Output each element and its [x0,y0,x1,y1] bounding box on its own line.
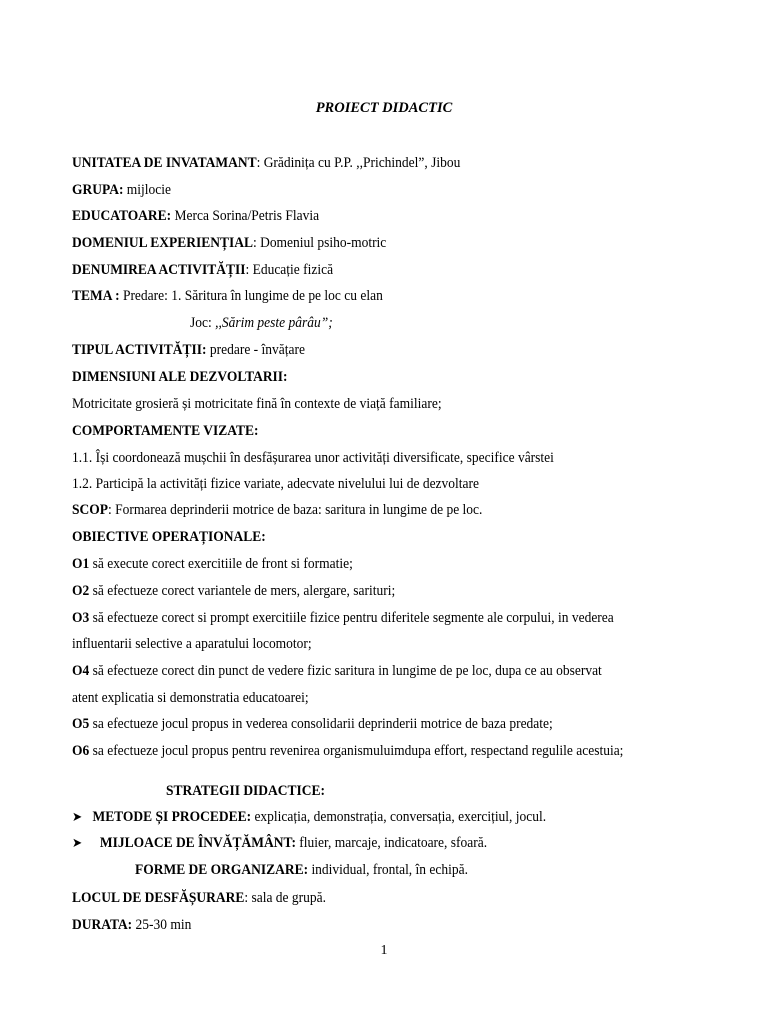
forme-line [135,861,468,879]
objective-o1 [72,555,353,573]
mijloace-line [72,834,487,852]
page-title: PROIECT DIDACTIC [315,100,453,116]
strategii-label: STRATEGII DIDACTICE: [166,783,325,799]
locul-value: : sala de grupă. [244,890,326,906]
forme-value: individual, frontal, în echipă. [308,862,468,878]
denumirea-label: DENUMIREA ACTIVITĂȚII [72,262,246,278]
metode-line [72,808,546,826]
objective-o6 [72,742,623,760]
locul-line [72,889,326,907]
scop-line [72,501,482,519]
domeniul-value: : Domeniul psiho-motric [252,235,387,251]
scop-value: : Formarea deprinderii motrice de baza: saritura in lungime de pe loc. [107,502,483,518]
domeniul-line [72,234,386,252]
grupa-label: GRUPA: [72,182,124,198]
denumirea-line [72,261,333,279]
forme-label: FORME DE ORGANIZARE: [135,862,309,878]
objective-text: să execute corect exercitiile de front si formatie; [89,556,353,572]
objective-text: sa efectueze jocul propus in vederea consolidarii deprinderii motrice de baza predate; [89,716,553,732]
dimensiuni-heading [72,368,288,386]
tema-label: TEMA : [72,288,120,304]
tema-joc-prefix: Joc: [190,315,216,331]
comportamente-label: COMPORTAMENTE VIZATE: [72,423,259,439]
objective-text: să efectueze corect si prompt exercitiile fizice pentru diferitele segmente ale corpului, in vederea [89,610,614,626]
durata-line [72,916,191,934]
tipul-label: TIPUL ACTIVITĂȚII: [72,342,207,358]
mijloace-label: MIJLOACE DE ÎNVĂȚĂMÂNT: [99,835,296,851]
locul-label: LOCUL DE DESFĂȘURARE [72,890,245,906]
objective-o2 [72,582,395,600]
objective-code: O5 [72,716,90,732]
unitatea-value: : Grădinița cu P.P. ,,Prichindel”, Jibou [256,155,461,171]
objective-o5 [72,715,553,733]
strategii-heading [166,782,325,800]
tipul-line [72,341,305,359]
objective-code: O6 [72,743,90,759]
obiective-label: OBIECTIVE OPERAȚIONALE: [72,529,266,545]
objective-code: O1 [72,556,90,572]
tema-joc-line [190,314,333,332]
page-number: 1 [380,943,388,958]
comportament-item-2: 1.2. Participă la activități fizice variate, adecvate nivelului lui de dezvoltare [72,476,479,492]
objective-o4-continued: atent explicatia si demonstratia educatoarei; [72,690,309,706]
tema-line [72,287,383,305]
educatoare-value: Merca Sorina/Petris Flavia [171,208,320,224]
grupa-value: mijlocie [123,182,172,198]
dimensiuni-label: DIMENSIUNI ALE DEZVOLTARII: [72,369,288,385]
objective-text: să efectueze corect din punct de vedere fizic saritura in lungime de pe loc, dupa ce au observat [89,663,602,679]
obiective-heading [72,528,266,546]
objective-text: să efectueze corect variantele de mers, alergare, sarituri; [89,583,396,599]
unitatea-label: UNITATEA DE INVATAMANT [72,155,257,171]
tipul-value: predare - învățare [206,342,305,358]
tema-joc-title: ,,Sărim peste pârâu”; [215,315,333,331]
metode-value: explicația, demonstrația, conversația, exercițiul, jocul. [251,809,547,825]
objective-code: O4 [72,663,90,679]
grupa-line [72,181,171,199]
objective-text: sa efectueze jocul propus pentru revenirea organismuluimdupa effort, respectand regulile acestuia; [89,743,624,759]
comportamente-heading [72,422,258,440]
objective-o3-continued: influentarii selective a aparatului locomotor; [72,636,312,652]
arrowhead-bullet-icon: ➤ [72,809,83,824]
unitatea-line [72,154,460,172]
objective-code: O3 [72,610,90,626]
objective-code: O2 [72,583,90,599]
comportament-item-1: 1.1. Își coordonează mușchii în desfășurarea unor activități diversificate, specifice vârstei [72,450,554,466]
domeniul-label: DOMENIUL EXPERIENȚIAL [72,235,253,251]
durata-value: 25-30 min [132,917,192,933]
denumirea-value: : Educație fizică [245,262,334,278]
scop-label: SCOP [72,502,108,518]
objective-o4 [72,662,602,680]
mijloace-value: fluier, marcaje, indicatoare, sfoară. [295,835,488,851]
metode-label: METODE ȘI PROCEDEE: [92,809,252,825]
educatoare-label: EDUCATOARE: [72,208,172,224]
arrowhead-bullet-icon: ➤ [72,835,83,850]
durata-label: DURATA: [72,917,133,933]
dimensiuni-text: Motricitate grosieră și motricitate fină în contexte de viață familiare; [72,396,442,412]
educatoare-line [72,207,319,225]
objective-o3 [72,609,614,627]
tema-value: Predare: 1. Săritura în lungime de pe loc cu elan [119,288,383,304]
